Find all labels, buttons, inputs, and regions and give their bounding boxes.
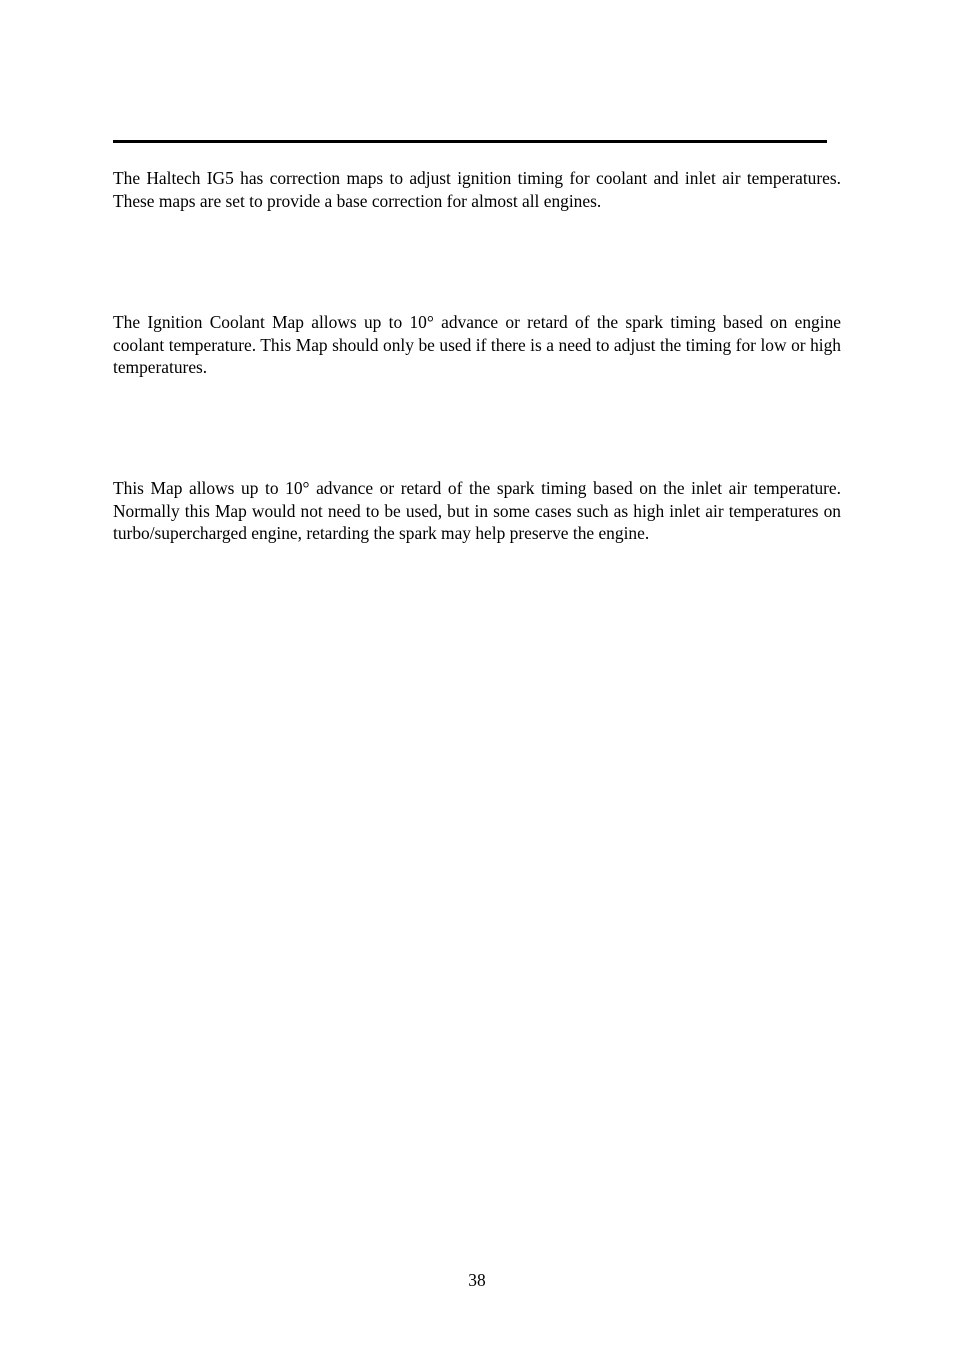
page-number: 38 xyxy=(468,1270,486,1290)
paragraph-ignition-coolant-map: The Ignition Coolant Map allows up to 10° advance or retard of the spark timing based on engine coolant temperature. This Map should only be used if there is a need to adjust the timing for low or high temperatures. xyxy=(113,312,841,378)
header-rule xyxy=(113,140,827,143)
paragraph-inlet-air-map: This Map allows up to 10° advance or retard of the spark timing based on the inlet air temperature. Normally this Map would not need to be used, but in some cases such as high inlet air temperatures on turbo/supercharged engine, retarding the spark may help preserve the engine. xyxy=(113,478,841,544)
paragraph-temperature-corrections: The Haltech IG5 has correction maps to adjust ignition timing for coolant and inlet air temperatures. These maps are set to provide a base correction for almost all engines. xyxy=(113,168,841,211)
